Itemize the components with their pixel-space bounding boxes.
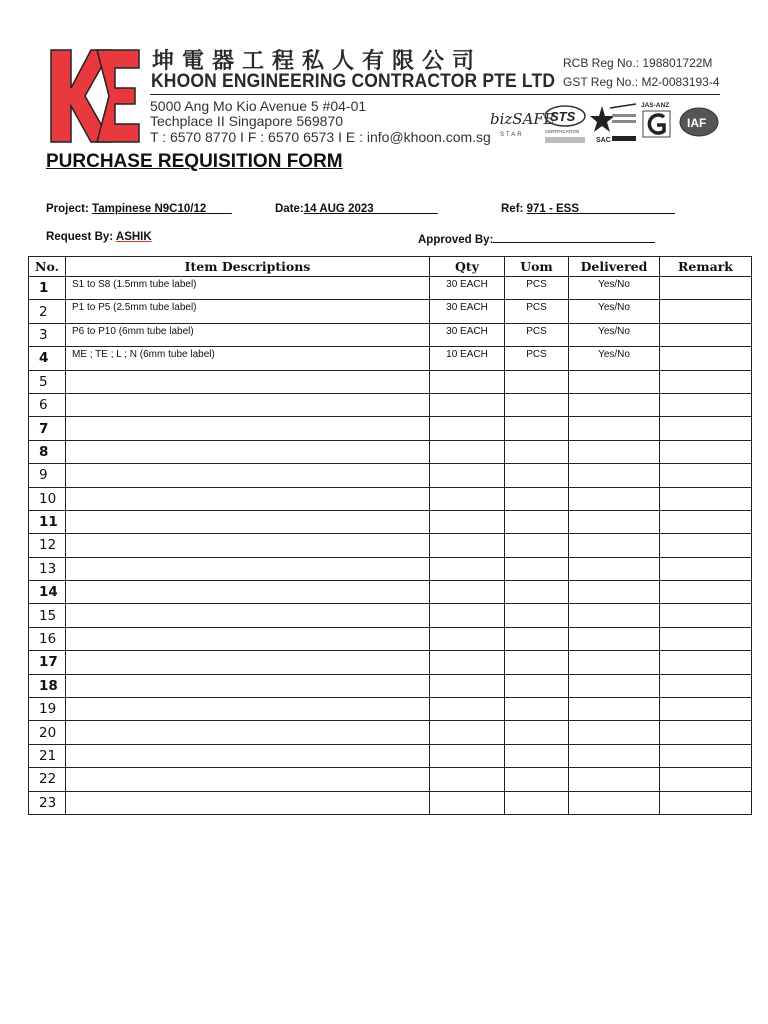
cell-delivered [569, 417, 660, 440]
company-name-chinese: 坤電器工程私人有限公司 [152, 49, 483, 74]
cell-remark [660, 464, 752, 487]
cell-no: 13 [29, 557, 66, 580]
cell-remark [660, 323, 752, 346]
cell-remark [660, 440, 752, 463]
cell-qty [430, 487, 505, 510]
cell-qty [430, 393, 505, 416]
cell-qty [430, 534, 505, 557]
cell-uom [505, 627, 569, 650]
cell-qty [430, 370, 505, 393]
cell-delivered [569, 674, 660, 697]
table-row [29, 534, 752, 557]
approved-by-field [418, 231, 655, 246]
table-row [29, 698, 752, 721]
cell-uom: PCS [505, 300, 569, 323]
cell-uom [505, 674, 569, 697]
cell-delivered [569, 744, 660, 767]
table-row [29, 464, 752, 487]
cell-uom [505, 557, 569, 580]
cell-delivered [569, 534, 660, 557]
header-uom: Uom [505, 257, 569, 277]
cell-item-description [66, 791, 430, 814]
table-row [29, 347, 752, 370]
table-row [29, 604, 752, 627]
project-label: Project: [46, 203, 89, 215]
address-line-2: Techplace II Singapore 569870 [150, 113, 344, 129]
cell-no: 2 [29, 300, 66, 323]
cell-delivered [569, 768, 660, 791]
cell-qty [430, 744, 505, 767]
cell-delivered [569, 393, 660, 416]
cell-uom [505, 768, 569, 791]
ref-value: 971 - ESS_______________ [526, 203, 675, 215]
cell-item-description [66, 464, 430, 487]
cell-remark [660, 370, 752, 393]
cell-remark [660, 347, 752, 370]
cell-no: 21 [29, 744, 66, 767]
table-row [29, 744, 752, 767]
sac-accreditation-logo [590, 100, 638, 146]
cell-delivered [569, 440, 660, 463]
iaf-text: IAF [687, 116, 707, 130]
cell-item-description [66, 487, 430, 510]
cell-no: 16 [29, 627, 66, 650]
cell-no: 7 [29, 417, 66, 440]
cell-qty [430, 651, 505, 674]
cell-remark [660, 791, 752, 814]
cell-remark [660, 768, 752, 791]
cell-uom [505, 744, 569, 767]
request-by-label: Request By: [46, 231, 114, 243]
cell-remark [660, 300, 752, 323]
cell-uom [505, 487, 569, 510]
table-row [29, 651, 752, 674]
cell-remark [660, 277, 752, 300]
cell-remark [660, 698, 752, 721]
cell-qty: 10 EACH [430, 347, 505, 370]
cell-item-description [66, 651, 430, 674]
date-label: Date: [275, 203, 304, 215]
rcb-reg-number: RCB Reg No.: 198801722M [563, 56, 713, 70]
cell-qty [430, 698, 505, 721]
cell-delivered [569, 557, 660, 580]
jas-text: JAS-ANZ [641, 102, 670, 109]
cell-item-description [66, 370, 430, 393]
cell-item-description [66, 744, 430, 767]
request-by-value: ASHIK [115, 231, 152, 243]
cell-no: 12 [29, 534, 66, 557]
header-delivered: Delivered [569, 257, 660, 277]
cell-no: 22 [29, 768, 66, 791]
cell-qty: 30 EACH [430, 323, 505, 346]
cell-qty [430, 557, 505, 580]
table-row [29, 721, 752, 744]
cell-qty [430, 721, 505, 744]
cell-uom [505, 440, 569, 463]
ref-field [501, 203, 675, 215]
cell-no: 23 [29, 791, 66, 814]
table-row [29, 627, 752, 650]
cell-item-description: ME ; TE ; L ; N (6mm tube label) [66, 347, 430, 370]
table-row [29, 393, 752, 416]
approved-by-label: Approved By: [418, 234, 494, 246]
cell-no: 3 [29, 323, 66, 346]
cell-uom [505, 393, 569, 416]
cell-qty [430, 581, 505, 604]
header-remark: Remark [660, 257, 752, 277]
table-row [29, 510, 752, 533]
address-line-1: 5000 Ang Mo Kio Avenue 5 #04-01 [150, 98, 367, 114]
cell-no: 11 [29, 510, 66, 533]
cell-no: 17 [29, 651, 66, 674]
cell-remark [660, 487, 752, 510]
cell-item-description [66, 557, 430, 580]
cell-delivered [569, 721, 660, 744]
cell-remark [660, 510, 752, 533]
cell-no: 10 [29, 487, 66, 510]
sts-sub-text: CERTIFICATION [545, 129, 580, 134]
cell-no: 20 [29, 721, 66, 744]
table-row [29, 674, 752, 697]
cell-uom [505, 698, 569, 721]
cell-uom: PCS [505, 347, 569, 370]
cell-uom [505, 651, 569, 674]
cell-delivered: Yes/No [569, 347, 660, 370]
sac-text: SAC [596, 137, 611, 144]
cell-delivered [569, 370, 660, 393]
cell-no: 4 [29, 347, 66, 370]
cell-remark [660, 557, 752, 580]
cell-item-description [66, 604, 430, 627]
cell-item-description [66, 440, 430, 463]
cell-qty [430, 464, 505, 487]
cell-item-description [66, 768, 430, 791]
table-row [29, 791, 752, 814]
cell-uom [505, 417, 569, 440]
cell-qty [430, 627, 505, 650]
approved-by-blank [493, 231, 655, 243]
cell-uom [505, 581, 569, 604]
cell-item-description: P1 to P5 (2.5mm tube label) [66, 300, 430, 323]
items-table [28, 256, 752, 815]
header-no: No. [29, 257, 66, 277]
table-header-row [29, 257, 752, 277]
contact-line: T : 6570 8770 I F : 6570 6573 I E : info@khoon.com.sg [150, 129, 491, 145]
cell-uom: PCS [505, 323, 569, 346]
table-row [29, 300, 752, 323]
cell-item-description [66, 674, 430, 697]
cell-uom [505, 604, 569, 627]
cell-item-description [66, 581, 430, 604]
cell-item-description [66, 534, 430, 557]
cell-qty [430, 417, 505, 440]
date-value: 14 AUG 2023__________ [303, 203, 438, 215]
cell-item-description: P6 to P10 (6mm tube label) [66, 323, 430, 346]
cell-remark [660, 534, 752, 557]
cell-uom [505, 791, 569, 814]
cell-delivered: Yes/No [569, 277, 660, 300]
table-row [29, 323, 752, 346]
sts-certification-logo [542, 100, 588, 146]
jas-anz-logo [640, 100, 674, 146]
cell-delivered [569, 604, 660, 627]
cell-no: 8 [29, 440, 66, 463]
cell-qty [430, 791, 505, 814]
cell-delivered [569, 581, 660, 604]
request-by-field [46, 231, 152, 243]
cell-remark [660, 604, 752, 627]
cell-uom [505, 534, 569, 557]
cell-delivered [569, 698, 660, 721]
company-logo [49, 48, 141, 144]
cell-delivered [569, 487, 660, 510]
date-field [275, 203, 438, 215]
table-row [29, 581, 752, 604]
cell-qty: 30 EACH [430, 277, 505, 300]
cell-delivered [569, 627, 660, 650]
table-row [29, 768, 752, 791]
cell-item-description [66, 721, 430, 744]
project-field [46, 203, 232, 215]
cell-item-description [66, 393, 430, 416]
bizsafe-star-logo [488, 100, 555, 146]
cell-delivered [569, 651, 660, 674]
iaf-logo [679, 100, 719, 146]
cell-remark [660, 627, 752, 650]
table-row [29, 487, 752, 510]
cell-uom: PCS [505, 277, 569, 300]
sts-text: STS [550, 109, 576, 124]
header-item-descriptions: Item Descriptions [66, 257, 430, 277]
form-title: PURCHASE REQUISITION FORM [46, 151, 343, 172]
cell-uom [505, 721, 569, 744]
table-row [29, 440, 752, 463]
cell-no: 6 [29, 393, 66, 416]
cell-item-description [66, 417, 430, 440]
cell-qty [430, 604, 505, 627]
cell-item-description [66, 698, 430, 721]
bizsafe-text: bizSAFE [490, 110, 555, 128]
cell-remark [660, 651, 752, 674]
header-qty: Qty [430, 257, 505, 277]
cell-remark [660, 744, 752, 767]
project-value: Tampinese N9C10/12____ [92, 203, 232, 215]
cell-no: 5 [29, 370, 66, 393]
cell-uom [505, 370, 569, 393]
cell-no: 19 [29, 698, 66, 721]
cell-item-description: S1 to S8 (1.5mm tube label) [66, 277, 430, 300]
cell-qty [430, 440, 505, 463]
cell-qty [430, 510, 505, 533]
cell-uom [505, 464, 569, 487]
cell-remark [660, 581, 752, 604]
header-divider [150, 94, 720, 95]
cell-no: 18 [29, 674, 66, 697]
ref-label: Ref: [501, 203, 524, 215]
cell-no: 1 [29, 277, 66, 300]
table-row [29, 557, 752, 580]
bizsafe-sub-text: STAR [500, 132, 524, 138]
cell-delivered [569, 464, 660, 487]
cell-item-description [66, 627, 430, 650]
cell-remark [660, 417, 752, 440]
cell-delivered [569, 791, 660, 814]
cell-delivered [569, 510, 660, 533]
cell-uom [505, 510, 569, 533]
cell-remark [660, 721, 752, 744]
cell-item-description [66, 510, 430, 533]
company-name-english: KHOON ENGINEERING CONTRACTOR PTE LTD [151, 71, 556, 92]
cell-remark [660, 393, 752, 416]
table-row [29, 370, 752, 393]
cell-qty: 30 EACH [430, 300, 505, 323]
table-row [29, 277, 752, 300]
cell-qty [430, 674, 505, 697]
cell-no: 14 [29, 581, 66, 604]
cell-no: 9 [29, 464, 66, 487]
cell-delivered: Yes/No [569, 300, 660, 323]
cell-qty [430, 768, 505, 791]
cell-delivered: Yes/No [569, 323, 660, 346]
gst-reg-number: GST Reg No.: M2-0083193-4 [563, 75, 720, 89]
table-row [29, 417, 752, 440]
cell-no: 15 [29, 604, 66, 627]
cell-remark [660, 674, 752, 697]
